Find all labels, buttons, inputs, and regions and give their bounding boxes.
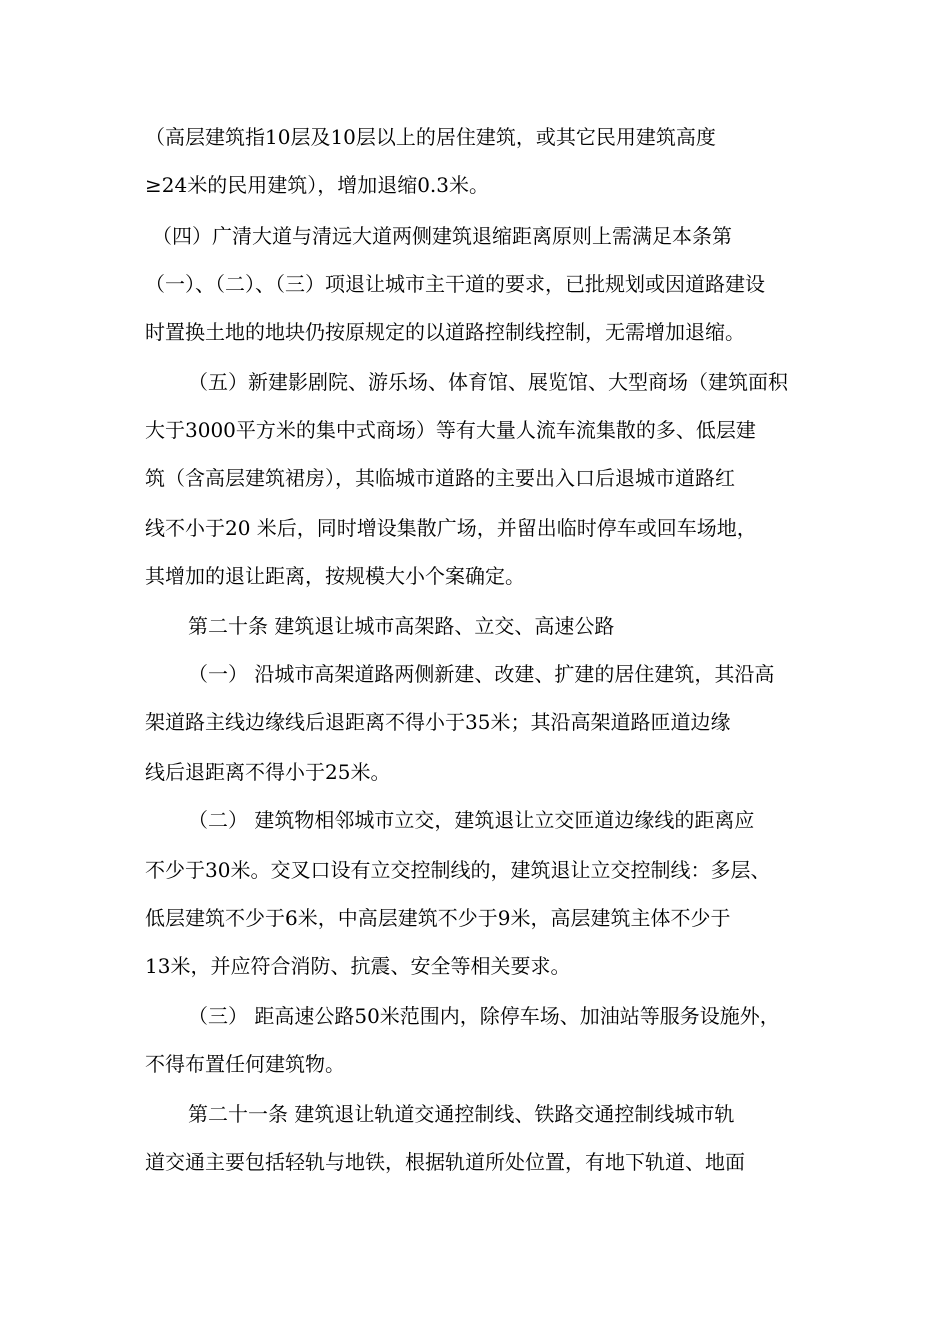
text-line: 线后退距离不得小于25米。 (145, 760, 391, 784)
text-line: （五）新建影剧院、游乐场、体育馆、展览馆、大型商场（建筑面积 (188, 370, 788, 394)
text-line: 13米，并应符合消防、抗震、安全等相关要求。 (145, 954, 571, 978)
text-line: ≥24米的民用建筑），增加退缩0.3米。 (145, 173, 490, 197)
text-line: 不少于30米。交叉口设有立交控制线的，建筑退让立交控制线：多层、 (145, 858, 771, 882)
text-line: （一）、（二）、（三）项退让城市主干道的要求，已批规划或因道路建设 (145, 272, 765, 296)
text-line: （一） 沿城市高架道路两侧新建、改建、扩建的居住建筑，其沿高 (188, 662, 775, 686)
text-line: （高层建筑指10层及10层以上的居住建筑，或其它民用建筑高度 (145, 125, 716, 149)
text-line: 筑（含高层建筑裙房），其临城市道路的主要出入口后退城市道路红 (145, 466, 735, 490)
text-line: 低层建筑不少于6米，中高层建筑不少于9米，高层建筑主体不少于 (145, 906, 731, 930)
text-line: 道交通主要包括轻轨与地铁，根据轨道所处位置，有地下轨道、地面 (145, 1150, 745, 1174)
text-line: （四）广清大道与清远大道两侧建筑退缩距离原则上需满足本条第 (152, 224, 732, 248)
text-line: 大于3000平方米的集中式商场）等有大量人流车流集散的多、低层建 (145, 418, 756, 442)
text-line: 时置换土地的地块仍按原规定的以道路控制线控制，无需增加退缩。 (145, 320, 745, 344)
text-line: （二） 建筑物相邻城市立交，建筑退让立交匝道边缘线的距离应 (188, 808, 755, 832)
text-line: 架道路主线边缘线后退距离不得小于35米；其沿高架道路匝道边缘 (145, 710, 731, 734)
text-line: （三） 距高速公路50米范围内，除停车场、加油站等服务设施外， (188, 1004, 780, 1028)
section-heading: 第二十一条 建筑退让轨道交通控制线、铁路交通控制线城市轨 (188, 1102, 735, 1126)
text-line: 不得布置任何建筑物。 (145, 1052, 345, 1076)
text-line: 线不小于20 米后，同时增设集散广场，并留出临时停车或回车场地， (145, 516, 757, 540)
text-line: 其增加的退让距离，按规模大小个案确定。 (145, 564, 525, 588)
section-heading: 第二十条 建筑退让城市高架路、立交、高速公路 (188, 614, 615, 638)
